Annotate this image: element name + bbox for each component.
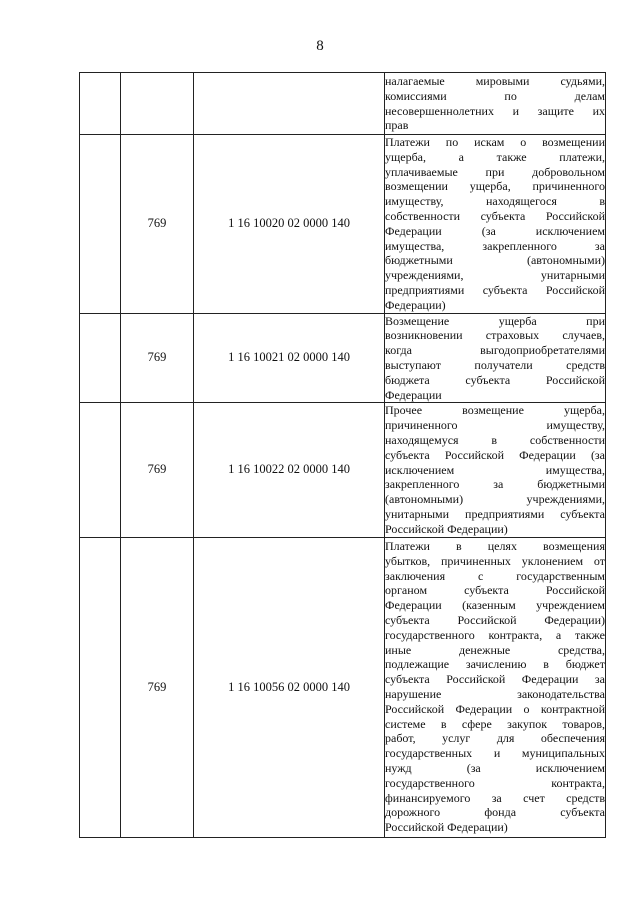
description-line: Федерации (за исключением — [385, 223, 605, 238]
description-line: налагаемые мировыми судьями, — [385, 73, 605, 88]
description-line: государственного контракта, а также — [385, 627, 605, 642]
description-line: нарушение законодательства — [385, 687, 605, 702]
description-line: субъекта Российской Федерации (за — [385, 447, 605, 462]
table-row — [80, 313, 606, 403]
revenue-description-cell — [385, 313, 606, 403]
description-line: заключения с государственным — [385, 568, 605, 583]
revenue-description-cell — [385, 73, 606, 135]
description-line: бюджетными (автономными) — [385, 253, 605, 268]
description-line: государственного контракта, — [385, 775, 605, 790]
budget-classification-code-cell: 1 16 10021 02 0000 140 — [194, 313, 385, 403]
page-number: 8 — [316, 38, 324, 54]
admin-code-cell — [121, 73, 194, 135]
empty-cell — [80, 313, 121, 403]
description-line: Платежи по искам о возмещении — [385, 135, 605, 149]
description-line: Российской Федерации) — [385, 521, 508, 536]
budget-classification-code-cell — [194, 73, 385, 135]
description-line: финансируемого за счет средств — [385, 790, 605, 805]
empty-cell — [80, 73, 121, 135]
description-line: исключением имущества, — [385, 462, 605, 477]
description-line: Федерации) — [385, 297, 446, 312]
description-line: Российской Федерации) — [385, 820, 508, 835]
description-line: Федерации — [385, 387, 442, 402]
description-line: уплачиваемые при добровольном — [385, 164, 605, 179]
admin-code-cell: 769 — [121, 135, 194, 314]
table-row — [80, 73, 606, 135]
admin-code-cell: 769 — [121, 313, 194, 403]
description-line: унитарными предприятиями субъекта — [385, 506, 605, 521]
description-line: Российской Федерации о контрактной — [385, 701, 605, 716]
empty-cell — [80, 537, 121, 837]
description-line: выступают получатели средств — [385, 357, 605, 372]
description-line: иные денежные средства, — [385, 642, 605, 657]
table-row — [80, 537, 606, 837]
description-line: комиссиями по делам — [385, 88, 605, 103]
description-line: предприятиями субъекта Российской — [385, 282, 605, 297]
description-line: когда выгодоприобретателями — [385, 343, 605, 358]
description-line: ущерба, а также платежи, — [385, 149, 605, 164]
budget-classification-code-cell: 1 16 10056 02 0000 140 — [194, 537, 385, 837]
description-line: органом субъекта Российской — [385, 583, 605, 598]
description-line: несовершеннолетних и защите их — [385, 103, 605, 118]
admin-code-cell: 769 — [121, 537, 194, 837]
description-line: причиненного имуществу, — [385, 418, 605, 433]
description-line: субъекта Российской Федерации) — [385, 613, 605, 628]
description-line: нужд (за исключением — [385, 761, 605, 775]
description-line: имуществу, находящегося в — [385, 194, 605, 209]
description-line: субъекта Российской Федерации за — [385, 672, 605, 687]
empty-cell — [80, 403, 121, 537]
description-line: убытков, причиненных уклонением от — [385, 553, 605, 568]
revenue-description-cell — [385, 537, 606, 837]
budget-codes-table — [79, 72, 606, 838]
description-line: возмещении ущерба, причиненного — [385, 179, 605, 194]
description-line: находящемуся в собственности — [385, 432, 605, 447]
revenue-description-cell — [385, 403, 606, 537]
budget-classification-code-cell: 1 16 10022 02 0000 140 — [194, 403, 385, 537]
description-line: Возмещение ущерба при — [385, 313, 605, 328]
description-line: бюджета субъекта Российской — [385, 372, 605, 387]
description-line: закрепленного за бюджетными — [385, 477, 605, 492]
admin-code-cell: 769 — [121, 403, 194, 537]
description-line: собственности субъекта Российской — [385, 208, 605, 223]
description-line: учреждениями, унитарными — [385, 268, 605, 283]
description-line: подлежащие зачислению в бюджет — [385, 657, 605, 672]
description-line: прав — [385, 118, 409, 133]
revenue-description-cell — [385, 135, 606, 314]
description-line: Федерации (казенным учреждением — [385, 598, 605, 613]
description-line: работ, услуг для обеспечения — [385, 731, 605, 746]
empty-cell — [80, 135, 121, 314]
description-line: возникновении страховых случаев, — [385, 328, 605, 343]
table-row — [80, 403, 606, 537]
description-line: системе в сфере закупок товаров, — [385, 716, 605, 731]
description-line: имущества, закрепленного за — [385, 238, 605, 253]
table-row — [80, 135, 606, 314]
description-line: Прочее возмещение ущерба, — [385, 403, 605, 418]
description-line: государственных и муниципальных — [385, 746, 605, 761]
description-line: Платежи в целях возмещения — [385, 539, 605, 554]
description-line: (автономными) учреждениями, — [385, 492, 605, 507]
budget-classification-code-cell: 1 16 10020 02 0000 140 — [194, 135, 385, 314]
description-line: дорожного фонда субъекта — [385, 805, 605, 820]
